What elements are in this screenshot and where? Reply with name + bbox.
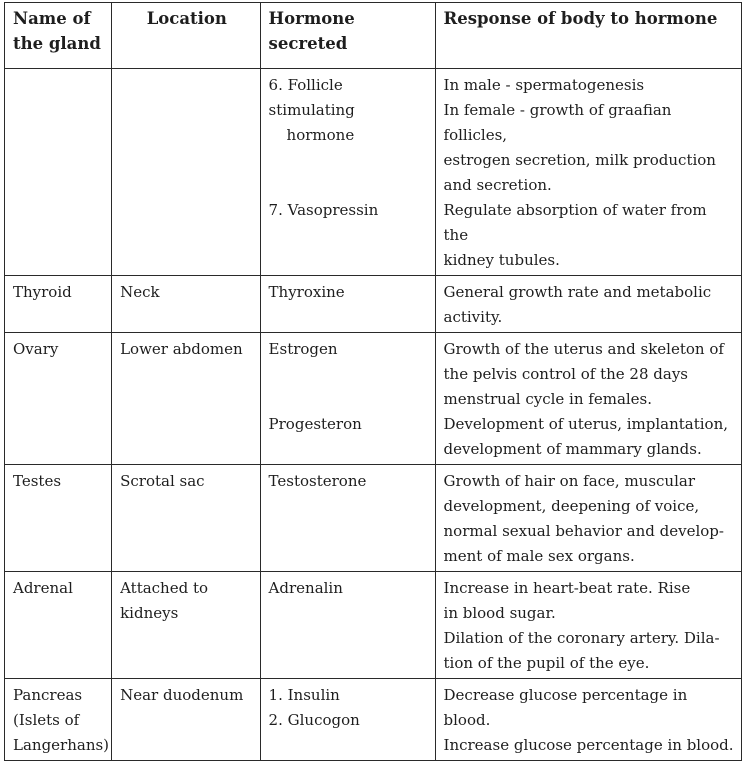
hormone-text: 1. Insulin — [268, 686, 340, 704]
table-row — [5, 333, 742, 465]
location-cell: Neck — [112, 276, 260, 333]
response-text: Increase in heart-beat rate. Rise — [443, 579, 691, 597]
hormone-cell: Thyroxine — [260, 276, 435, 333]
table-row — [5, 69, 742, 276]
endocrine-glands-table — [4, 2, 742, 761]
response-text: estrogen secretion, milk production — [443, 151, 716, 169]
response-text: General growth rate and metabolic — [443, 283, 712, 301]
table-row — [5, 465, 742, 572]
gland-text: (Islets of — [13, 711, 80, 729]
response-text: and secretion. — [443, 176, 552, 194]
location-text: Attached to — [120, 579, 209, 597]
hormone-text: Progesteron — [268, 415, 362, 433]
table-row — [5, 679, 742, 761]
hormone-text: 7. Vasopressin — [268, 201, 379, 219]
location-cell: Lower abdomen — [112, 333, 260, 465]
gland-cell: Testes — [5, 465, 112, 572]
header-response: Response of body to hormone — [435, 3, 741, 69]
gland-text: Pancreas — [13, 686, 83, 704]
hormone-cell — [260, 679, 435, 761]
location-cell: Near duodenum — [112, 679, 260, 761]
hormone-text: hormone — [286, 126, 355, 144]
header-row — [5, 3, 742, 69]
hormone-text: 2. Glucogon — [268, 711, 360, 729]
response-text: Regulate absorption of water from the — [443, 201, 707, 244]
response-text: kidney tubules. — [443, 251, 560, 269]
response-text: Dilation of the coronary artery. Dila- — [443, 629, 720, 647]
response-cell — [435, 572, 741, 679]
gland-cell: Thyroid — [5, 276, 112, 333]
response-text: the pelvis control of the 28 days — [443, 365, 689, 383]
response-text: Growth of the uterus and skeleton of — [443, 340, 724, 358]
location-cell: Scrotal sac — [112, 465, 260, 572]
response-text: In female - growth of graafian follicles, — [443, 101, 672, 144]
response-cell — [435, 679, 741, 761]
hormone-text: 6. Follicle stimulating — [268, 76, 355, 119]
gland-text: Langerhans) — [13, 736, 110, 754]
location-cell — [112, 572, 260, 679]
response-text: Decrease glucose percentage in blood. — [443, 686, 688, 729]
response-text: Growth of hair on face, muscular — [443, 472, 696, 490]
header-gland — [5, 3, 112, 69]
table-row — [5, 572, 742, 679]
gland-cell: Adrenal — [5, 572, 112, 679]
table-row — [5, 276, 742, 333]
hormone-cell — [260, 69, 435, 276]
response-text: Development of uterus, implantation, — [443, 415, 729, 433]
response-text: activity. — [443, 308, 503, 326]
header-location: Location — [112, 3, 260, 69]
response-text: development, deepening of voice, — [443, 497, 700, 515]
response-cell — [435, 69, 741, 276]
response-cell — [435, 465, 741, 572]
response-text: menstrual cycle in females. — [443, 390, 653, 408]
response-text: development of mammary glands. — [443, 440, 702, 458]
header-gland-line: the gland — [13, 34, 101, 53]
response-cell — [435, 333, 741, 465]
response-text: In male - spermatogenesis — [443, 76, 645, 94]
header-gland-line: Name of — [13, 9, 91, 28]
location-cell — [112, 69, 260, 276]
hormone-cell: Testosterone — [260, 465, 435, 572]
response-text: Increase glucose percentage in blood. — [443, 736, 734, 754]
location-text: kidneys — [120, 604, 179, 622]
gland-cell — [5, 69, 112, 276]
response-text: tion of the pupil of the eye. — [443, 654, 650, 672]
gland-cell — [5, 679, 112, 761]
hormone-text: Estrogen — [268, 340, 338, 358]
response-cell — [435, 276, 741, 333]
response-text: in blood sugar. — [443, 604, 556, 622]
header-hormone: Hormone secreted — [260, 3, 435, 69]
hormone-cell — [260, 333, 435, 465]
hormone-cell: Adrenalin — [260, 572, 435, 679]
gland-cell: Ovary — [5, 333, 112, 465]
response-text: normal sexual behavior and develop- — [443, 522, 724, 540]
response-text: ment of male sex organs. — [443, 547, 635, 565]
